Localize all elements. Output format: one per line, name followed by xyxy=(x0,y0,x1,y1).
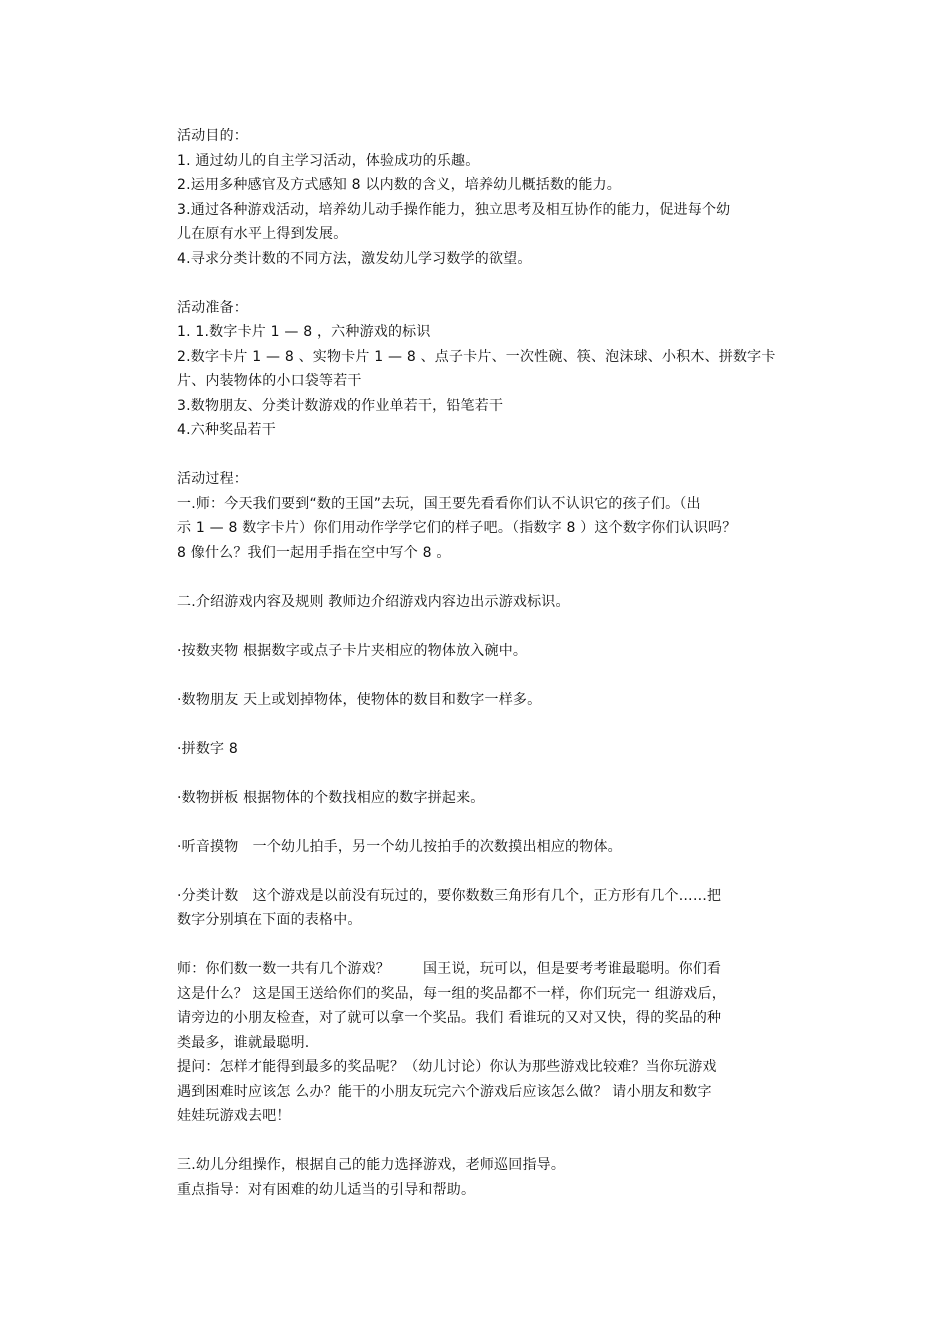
game-5: ·听音摸物 一个幼儿拍手，另一个幼儿按拍手的次数摸出相应的物体。 xyxy=(177,838,622,855)
prep-item-1: 1. 1.数字卡片 1 — 8 ，六种游戏的标识 xyxy=(177,324,431,340)
step1-line-2: 示 1 — 8 数字卡片）你们用动作学学它们的样子吧。（指数字 8 ）这个数字你们认识吗？ xyxy=(177,520,737,536)
spacer xyxy=(177,663,817,688)
step3-line-2: 重点指导：对有困难的幼儿适当的引导和帮助。 xyxy=(177,1181,476,1198)
spacer xyxy=(177,761,817,786)
spacer xyxy=(177,933,817,958)
process-heading: 活动过程： xyxy=(177,471,248,487)
spacer xyxy=(177,859,817,884)
goal-item-3-cont: 儿在原有水平上得到发展。 xyxy=(177,226,348,242)
prep-heading: 活动准备： xyxy=(177,299,248,316)
spacer xyxy=(177,614,817,639)
step1-line-3: 8 像什么？我们一起用手指在空中写个 8 。 xyxy=(177,544,451,561)
prep-item-2-cont: 片、内装物体的小口袋等若干 xyxy=(177,373,362,389)
step3-line-1: 三.幼儿分组操作，根据自己的能力选择游戏，老师巡回指导。 xyxy=(177,1157,566,1173)
teacher-line-3: 请旁边的小朋友检查，对了就可以拿一个奖品。我们 看谁玩的又对又快，得的奖品的种 xyxy=(177,1010,722,1026)
game-4: ·数物拼板 根据物体的个数找相应的数字拼起来。 xyxy=(177,789,485,806)
spacer xyxy=(177,565,817,590)
spacer xyxy=(177,1129,817,1154)
goal-item-3: 3.通过各种游戏活动，培养幼儿动手操作能力，独立思考及相互协作的能力，促进每个幼 xyxy=(177,201,731,218)
spacer xyxy=(177,810,817,835)
step1-line-1: 一.师：今天我们要到“数的王国”去玩，国王要先看看你们认不认识它的孩子们。（出 xyxy=(177,495,701,512)
spacer xyxy=(177,712,817,737)
teacher-line-2: 这是什么？ 这是国王送给你们的奖品，每一组的奖品都不一样，你们玩完一 组游戏后， xyxy=(177,985,726,1002)
teacher-line-4: 类最多，谁就最聪明. xyxy=(177,1034,310,1051)
prep-item-4: 4.六种奖品若干 xyxy=(177,422,276,438)
goal-heading: 活动目的： xyxy=(177,128,248,144)
question-line-1: 提问：怎样才能得到最多的奖品呢？（幼儿讨论）你认为那些游戏比较难？当你玩游戏 xyxy=(177,1059,717,1075)
document-body xyxy=(177,124,817,1202)
game-2: ·数物朋友 天上或划掉物体，使物体的数目和数字一样多。 xyxy=(177,691,542,708)
question-line-2: 遇到困难时应该怎 么办？能干的小朋友玩完六个游戏后应该怎么做？ 请小朋友和数字 xyxy=(177,1083,712,1100)
step2-intro: 二.介绍游戏内容及规则 教师边介绍游戏内容边出示游戏标识。 xyxy=(177,593,570,610)
prep-item-3: 3.数物朋友、分类计数游戏的作业单若干，铅笔若干 xyxy=(177,397,504,414)
question-line-3: 娃娃玩游戏去吧！ xyxy=(177,1108,291,1124)
spacer xyxy=(177,443,817,468)
game-3: ·拼数字 8 xyxy=(177,740,239,757)
goal-item-1: 1. 通过幼儿的自主学习活动，体验成功的乐趣。 xyxy=(177,152,480,169)
game-6-line-1: ·分类计数 这个游戏是以前没有玩过的，要你数数三角形有几个，正方形有几个……把 xyxy=(177,887,722,904)
game-1: ·按数夹物 根据数字或点子卡片夹相应的物体放入碗中。 xyxy=(177,642,528,659)
spacer xyxy=(177,271,817,296)
teacher-line-1: 师：你们数一数一共有几个游戏？ 国王说，玩可以，但是要考考谁最聪明。你们看 xyxy=(177,961,722,977)
prep-item-2: 2.数字卡片 1 — 8 、实物卡片 1 — 8 、点子卡片、一次性碗、筷、泡沫球、小积木、拼数字卡 xyxy=(177,348,776,365)
goal-item-2: 2.运用多种感官及方式感知 8 以内数的含义，培养幼儿概括数的能力。 xyxy=(177,177,621,193)
goal-item-4: 4.寻求分类计数的不同方法，激发幼儿学习数学的欲望。 xyxy=(177,250,532,267)
game-6-line-2: 数字分别填在下面的表格中。 xyxy=(177,912,362,928)
